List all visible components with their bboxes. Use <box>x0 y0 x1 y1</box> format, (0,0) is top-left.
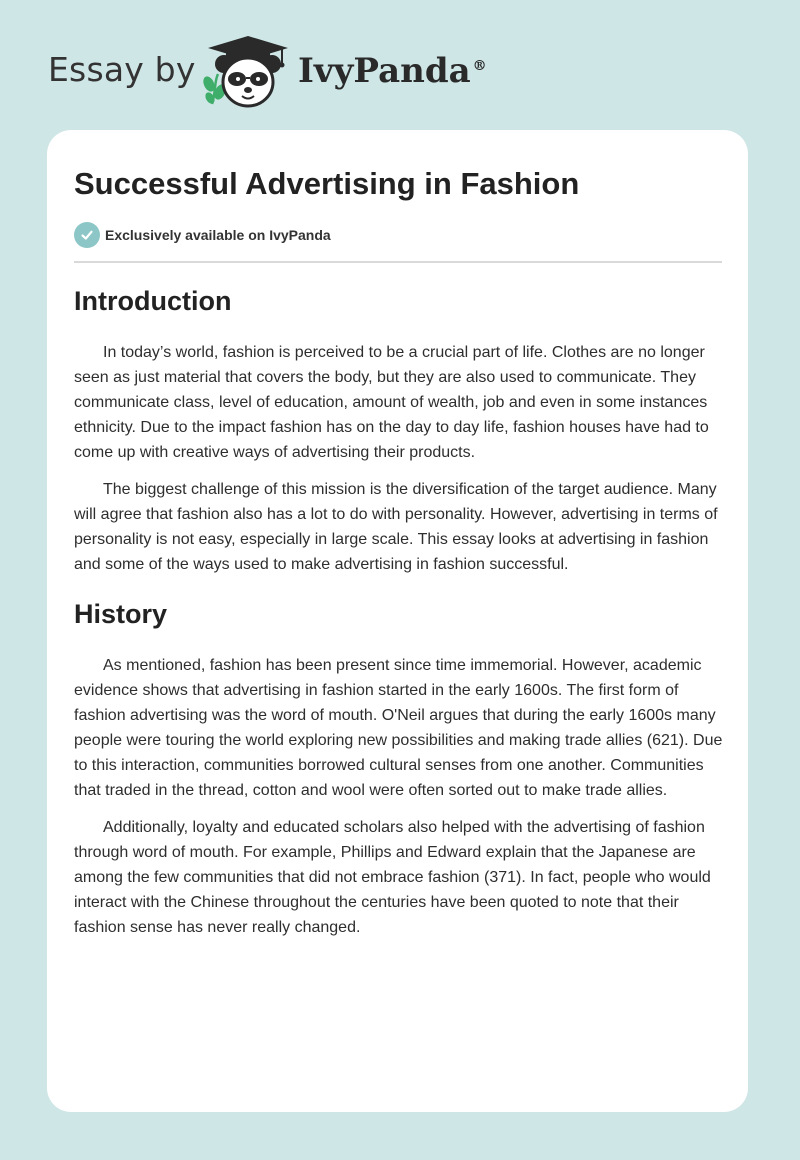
essay-card <box>47 130 748 1112</box>
paragraph: As mentioned, fashion has been present since time immemorial. However, academic evidence shows that advertising in fashion started in the early 1600s. The first form of fashion advertising was the word of mouth. O'Neil argues that during the early 1600s many people were touring the world exploring new possibilities and making trade allies (621). Due to this interaction, communities borrowed cultural senses from one another. Communities that traded in the thread, cotton and wool were often sorted out to make trade allies. <box>74 657 723 799</box>
title-divider <box>74 261 722 263</box>
page-title: Successful Advertising in Fashion <box>74 166 580 201</box>
brand-name[interactable] <box>298 51 487 91</box>
brand-name-text: IvyPanda <box>298 51 471 91</box>
paragraph: In today’s world, fashion is perceived to be a crucial part of life. Clothes are no longer seen as just material that covers the body, but they are also used to communicate. They communicate class, level of education, amount of wealth, job and even in some instances ethnicity. Due to the impact fashion has on the day to day life, fashion houses have had to come up with creative ways of advertising their products. <box>74 344 709 461</box>
section-heading-history: History <box>74 599 168 629</box>
essay-body <box>74 282 726 952</box>
panda-graduate-icon[interactable] <box>198 34 292 110</box>
paragraph: Additionally, loyalty and educated scholars also helped with the advertising of fashion through word of mouth. For example, Phillips and Edward explain that the Japanese are among the few communities that did not embrace fashion (371). In fact, people who would interact with the Chinese throughout the centuries have been quoted to note that their fashion sense has never really changed. <box>74 819 711 936</box>
exclusive-badge-label: Exclusively available on IvyPanda <box>105 227 331 243</box>
exclusive-badge <box>74 222 331 248</box>
essay-by-label: Essay by <box>48 50 196 89</box>
section-heading-introduction: Introduction <box>74 286 232 316</box>
registered-mark: ® <box>472 57 487 74</box>
site-header <box>0 0 800 130</box>
paragraph: The biggest challenge of this mission is the diversification of the target audience. Many will agree that fashion also has a lot to do with personality. However, advertising in terms of personality is not easy, especially in large scale. This essay looks at advertising in fashion and some of the ways used to make advertising in fashion successful. <box>74 481 718 573</box>
check-circle-icon <box>74 222 100 248</box>
